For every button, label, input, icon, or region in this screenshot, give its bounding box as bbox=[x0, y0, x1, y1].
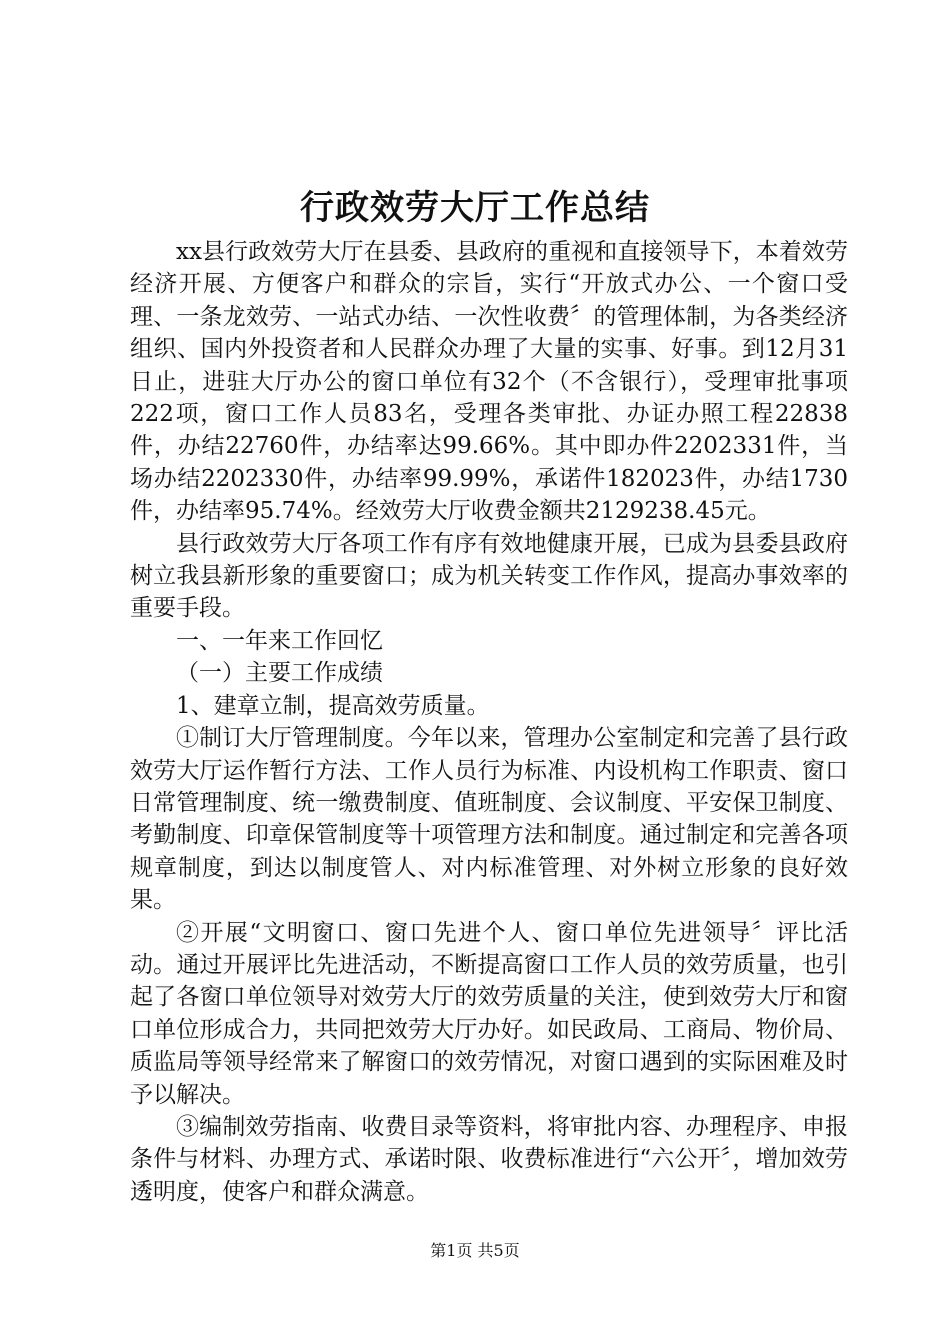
paragraph-significance: 县行政效劳大厅各项工作有序有效地健康开展，已成为县委县政府树立我县新形象的重要窗口；成为机关转变工作作风，提高办事效率的重要手段。 bbox=[130, 530, 848, 622]
document-body bbox=[130, 236, 848, 1208]
section-heading-review: 一、一年来工作回忆 bbox=[176, 627, 383, 654]
subsection-heading-achievements: （一）主要工作成绩 bbox=[176, 660, 383, 687]
paragraph-summary: xx县行政效劳大厅在县委、县政府的重视和直接领导下，本着效劳经济开展、方便客户和群众的宗旨，实行“开放式办公、一个窗口受理、一条龙效劳、一站式办结、一次性收费〞的管理体制，为各类经济组织、国内外投资者和人民群众办理了大量的实事、好事。到12月31日止，进驻大厅办公的窗口单位有32个（不含银行），受理审批事项222项，窗口工作人员83名，受理各类审批、办证办照工程22838件，办结22760件，办结率达99.66%。其中即办件2202331件，当场办结2202330件，办结率99.99%，承诺件182023件，办结1730件，办结率95.74%。经效劳大厅收费金额共2129238.45元。 bbox=[130, 239, 848, 525]
paragraph-service-guide: ③编制效劳指南、收费目录等资料，将审批内容、办理程序、申报条件与材料、办理方式、承诺时限、收费标准进行“六公开〞，增加效劳透明度，使客户和群众满意。 bbox=[130, 1113, 848, 1205]
item-heading-regulations: 1、建章立制，提高效劳质量。 bbox=[176, 692, 490, 719]
document-title: 行政效劳大厅工作总结 bbox=[300, 188, 650, 228]
page-indicator: 第1页 共5页 bbox=[430, 1241, 520, 1260]
paragraph-management-system: ①制订大厅管理制度。今年以来，管理办公室制定和完善了县行政效劳大厅运作暂行方法、工作人员行为标准、内设机构工作职责、窗口日常管理制度、统一缴费制度、值班制度、会议制度、平安保卫制度、考勤制度、印章保管制度等十项管理方法和制度。通过制定和完善各项规章制度，到达以制度管人、对内标准管理、对外树立形象的良好效果。 bbox=[130, 725, 848, 914]
paragraph-evaluation-activity: ②开展“文明窗口、窗口先进个人、窗口单位先进领导〞评比活动。通过开展评比先进活动，不断提高窗口工作人员的效劳质量，也引起了各窗口单位领导对效劳大厅的效劳质量的关注，使到效劳大厅和窗口单位形成合力，共同把效劳大厅办好。如民政局、工商局、物价局、质监局等领导经常来了解窗口的效劳情况，对窗口遇到的实际困难及时予以解决。 bbox=[130, 919, 848, 1108]
